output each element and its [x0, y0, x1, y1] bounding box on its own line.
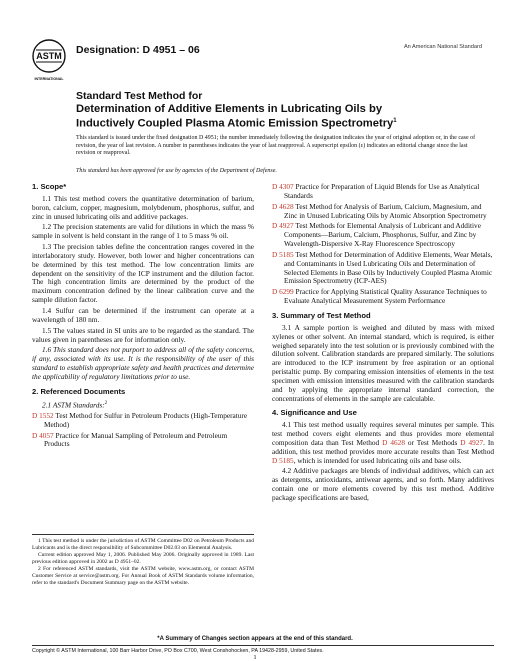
issued-note: This standard is issued under the fixed designation D 4951; the number immediately following the designation indicates the year of original adoption or, in the case of revision, the year of last revision. A number in parentheses indicates the year of last reapproval. A superscript epsilon (ε) indicates an editorial change since the last revision or reapproval.	[76, 135, 476, 157]
ref-code-link[interactable]: D 4307	[272, 182, 294, 191]
paragraph-3-1: 3.1 A sample portion is weighed and diluted by mass with mixed xylenes or other solvent. An internal standard, which is required, is either weighed separately into the test solution or is previously combined with the dilution solvent. Calibration standards are prepared similarly. The solutions are introduced to the ICP instrument by free aspiration or an optional peristaltic pump. By comparing emission intensities of elements in the test specimen with emission intensities measured with the calibration standards and by applying the appropriate internal standard correction, the concentrations of elements in the sample are calculable.	[272, 322, 494, 403]
link-d4927[interactable]: D 4927	[460, 437, 484, 447]
footnote-1b: Current edition approved May 1, 2006. Published May 2006. Originally approved in 1989. Last previous edition approved in 2002 as D 4951–02.	[32, 552, 254, 565]
ref-code-link[interactable]: D 5185	[272, 249, 294, 259]
footnote-1: 1 This test method is under the jurisdiction of ASTM Committee D02 on Petroleum Products and Lubricants and is the direct responsibility of Subcommittee D02.03 on Elemental Analysis.	[32, 538, 254, 551]
left-column	[32, 183, 254, 451]
designation: Designation: D 4951 – 06	[76, 44, 200, 56]
ref-item[interactable]: D 5185 Test Method for Determination of Additive Elements, Wear Metals, and Contaminants in Used Lubricating Oils and Determination of Selected Elements in Base Oils by Inductively Coupled Plasma Atomic Emission Spectrometry (ICP-AES)	[272, 249, 493, 286]
paragraph-1-3: 1.3 The precision tables define the concentration ranges covered in the interlaboratory study. However, both lower and higher concentrations can be determined by this test method. The low concentration limits are dependent on the sensitivity of the ICP instrument and the dilution factor. The high concentration limits are determined by the product of the maximum concentration defined by the linear calibration curve and the sample dilution factor.	[32, 242, 254, 305]
paragraph-4-2: 4.2 Additive packages are blends of individual additives, which can act as detergents, antioxidants, antiwear agents, and so forth. Many additives contain one or more elements covered by this test method. Additive package specifications are based,	[272, 466, 494, 502]
ref-item[interactable]: D 1552 Test Method for Sulfur in Petroleum Products (High-Temperature Method)	[32, 410, 248, 429]
link-d4628[interactable]: D 4628	[382, 437, 405, 447]
right-column	[272, 183, 494, 505]
svg-text:INTERNATIONAL: INTERNATIONAL	[34, 77, 64, 81]
section-heading-referenced: 2. Referenced Documents	[32, 386, 126, 396]
paragraph-1-5: 1.5 The values stated in SI units are to be regarded as the standard. The values given in parentheses are for information only.	[32, 325, 254, 344]
copyright: Copyright © ASTM International, 100 Barr Harbor Drive, PO Box C700, West Conshohocken, PA 19428-2959, United States.	[32, 648, 324, 654]
title-line-1: Standard Test Method for	[76, 90, 203, 102]
summary-of-changes-note: *A Summary of Changes section appears at the end of this standard.	[157, 636, 353, 642]
ref-item[interactable]: D 4307 Practice for Preparation of Liquid Blends for Use as Analytical Standards	[272, 182, 480, 200]
ref-code-link[interactable]: D 4057	[32, 430, 54, 440]
ref-code-link[interactable]: D 1552	[32, 410, 54, 420]
astm-standards-label: 2.1 ASTM Standards:$^2$	[42, 399, 108, 409]
paragraph-1-4: 1.4 Sulfur can be determined if the instrument can operate at a wavelength of 180 nm.	[32, 305, 254, 324]
footnotes	[32, 534, 254, 587]
ref-item[interactable]: D 6299 Practice for Applying Statistical Quality Assurance Techniques to Evaluate Analytical Measurement System Performance	[272, 287, 487, 306]
paragraph-1-1: 1.1 This test method covers the quantitative determination of barium, boron, calcium, copper, magnesium, molybdenum, phosphorus, sulfur, and zinc in unused lubricating oils and additive packages.	[32, 193, 254, 221]
approved-note: This standard has been approved for use by agencies of the Department of Defense.	[76, 168, 277, 174]
paragraph-1-6: 1.6 This standard does not purport to address all of the safety concerns, if any, associated with its use. It is the responsibility of the user of this standard to establish appropriate safety and health practices and determine the applicability of regulatory limitations prior to use.	[32, 345, 254, 381]
document-title	[76, 90, 476, 130]
title-line-3: Inductively Coupled Plasma Atomic Emission Spectrometry$^1$	[76, 117, 397, 130]
footer-divider	[32, 645, 494, 646]
page-number: 1	[253, 654, 257, 661]
link-d5185[interactable]: D 5185	[272, 455, 294, 465]
section-heading-significance: 4. Significance and Use	[272, 408, 357, 418]
footnote-2: 2 For referenced ASTM standards, visit the ASTM website, www.astm.org, or contact ASTM Customer Service at service@astm.org. For Annual Book of ASTM Standards volume information, refer to the standard's Document Summary page on the ASTM website.	[32, 566, 254, 586]
paragraph-1-2: 1.2 The precision statements are valid for dilutions in which the mass % sample in solvent is held constant in the range of 1 to 5 mass % oil.	[32, 222, 254, 241]
astm-logo	[30, 38, 68, 84]
section-heading-scope: 1. Scope*	[32, 182, 67, 191]
ref-item[interactable]: D 4628 Test Method for Analysis of Barium, Calcium, Magnesium, and Zinc in Unused Lubricating Oils by Atomic Absorption Spectrometry	[272, 201, 487, 220]
title-line-2: Determination of Additive Elements in Lubricating Oils by	[76, 102, 383, 115]
paragraph-4-1: 4.1 This test method usually requires several minutes per sample. This test method covers eight elements and thus provides more elemental composition data than Test Method D 4628 or Test Methods D 4927. In addition, this test method provides more accurate results than Test Method D 5185, which is intended for used lubricating oils and base oils.	[272, 420, 494, 465]
section-heading-summary: 3. Summary of Test Method	[272, 310, 371, 320]
ref-code-link[interactable]: D 4628	[272, 201, 294, 211]
ref-code-link[interactable]: D 6299	[272, 287, 294, 297]
standard-label: An American National Standard	[403, 44, 482, 50]
svg-text:ASTM: ASTM	[36, 51, 62, 61]
ref-item[interactable]: D 4927 Test Methods for Elemental Analysis of Lubricant and Additive Components—Barium, Calcium, Phosphorus, Sulfur, and Zinc by Wavelength-Dispersive X-Ray Fluorescence Spectroscopy	[272, 221, 481, 249]
ref-item[interactable]: D 4057 Practice for Manual Sampling of Petroleum and Petroleum Products	[32, 430, 228, 449]
ref-code-link[interactable]: D 4927	[272, 221, 294, 231]
